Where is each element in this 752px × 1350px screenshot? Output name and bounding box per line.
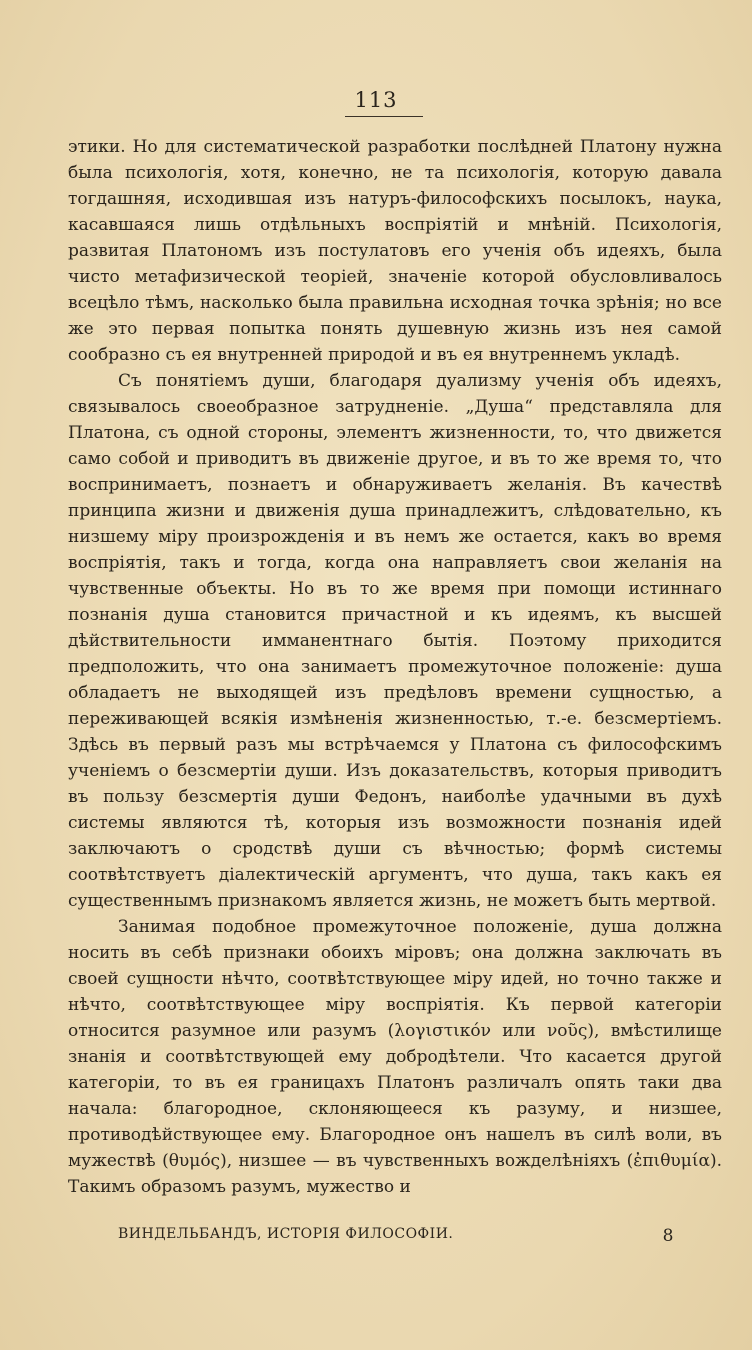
page-footer (118, 1226, 704, 1246)
footer-title: ВИНДЕЛЬБАНДЪ, ИСТОРІЯ ФИЛОСОФІИ. (118, 1226, 454, 1242)
signature-mark: 8 (662, 1226, 674, 1246)
paragraph-2: Съ понятіемъ души, благодаря дуализму ученія объ идеяхъ, связывалось своеобразное затрудненіе. „Душа“ представляла для Платона, съ одной стороны, элементъ жизненности, то, что движется само собой и приводитъ въ движеніе другое, и въ то же время то, что воспринимаетъ, познаетъ и обнаруживаетъ желанія. Въ качествѣ принципа жизни и движенія душа принадлежитъ, слѣдовательно, къ низшему міру произрожденія и въ немъ же остается, какъ во время воспріятія, такъ и тогда, когда она направляетъ свои желанія на чувственные объекты. Но въ то же время при помощи истиннаго познанія душа становится причастной и къ идеямъ, къ высшей дѣйствительности имманентнаго бытія. Поэтому приходится предположить, что она занимаетъ промежуточное положеніе: душа обладаетъ не выходящей изъ предѣловъ времени сущностью, а переживающей всякія измѣненія жизненностью, т.-е. безсмертіемъ. Здѣсь въ первый разъ мы встрѣчаемся у Платона съ философскимъ ученіемъ о безсмертіи души. Изъ доказательствъ, которыя приводитъ въ пользу безсмертія души Федонъ, наиболѣе удачными въ духѣ системы являются тѣ, которыя изъ возможности познанія идей заключаютъ о сродствѣ души съ вѣчностью; формѣ системы соотвѣтствуетъ діалектическій аргументъ, что душа, такъ какъ ея существеннымъ признакомъ является жизнь, не можетъ быть мертвой. (68, 371, 722, 911)
page-number: 113 (354, 88, 398, 112)
page-body (68, 134, 722, 1200)
paragraph-3: Занимая подобное промежуточное положеніе, душа должна носить въ себѣ признаки обоихъ міровъ; она должна заключать въ своей сущности нѣчто, соотвѣтствующее міру идей, но точно также и нѣчто, соотвѣтствующее міру воспріятія. Къ первой категоріи относится разумное или разумъ (λογιστικόν или νοῦς), вмѣстилище знанія и соотвѣтствующей ему добродѣтели. Что касается другой категоріи, то въ ея границахъ Платонъ различалъ опять таки два начала: благородное, склоняющееся къ разуму, и низшее, противодѣйствующее ему. Благородное онъ нашелъ въ силѣ воли, въ мужествѣ (θυμός), низшее — въ чувственныхъ вожделѣніяхъ (ἐπιθυμία). Такимъ образомъ разумъ, мужество и (68, 917, 722, 1197)
paragraph-1: этики. Но для систематической разработки послѣдней Платону нужна была психологія, хотя, конечно, не та психологія, которую давала тогдашняя, исходившая изъ натуръ-философскихъ посылокъ, наука, касавшаяся лишь отдѣльныхъ воспріятій и мнѣній. Психологія, развитая Платономъ изъ постулатовъ его ученія объ идеяхъ, была чисто метафизической теоріей, значеніе которой обусловливалось всецѣло тѣмъ, насколько была правильна исходная точка зрѣнія; но все же это первая попытка понять душевную жизнь изъ нея самой сообразно съ ея внутренней природой и въ ея внутреннемъ укладѣ. (68, 137, 722, 365)
header-rule (345, 116, 423, 117)
